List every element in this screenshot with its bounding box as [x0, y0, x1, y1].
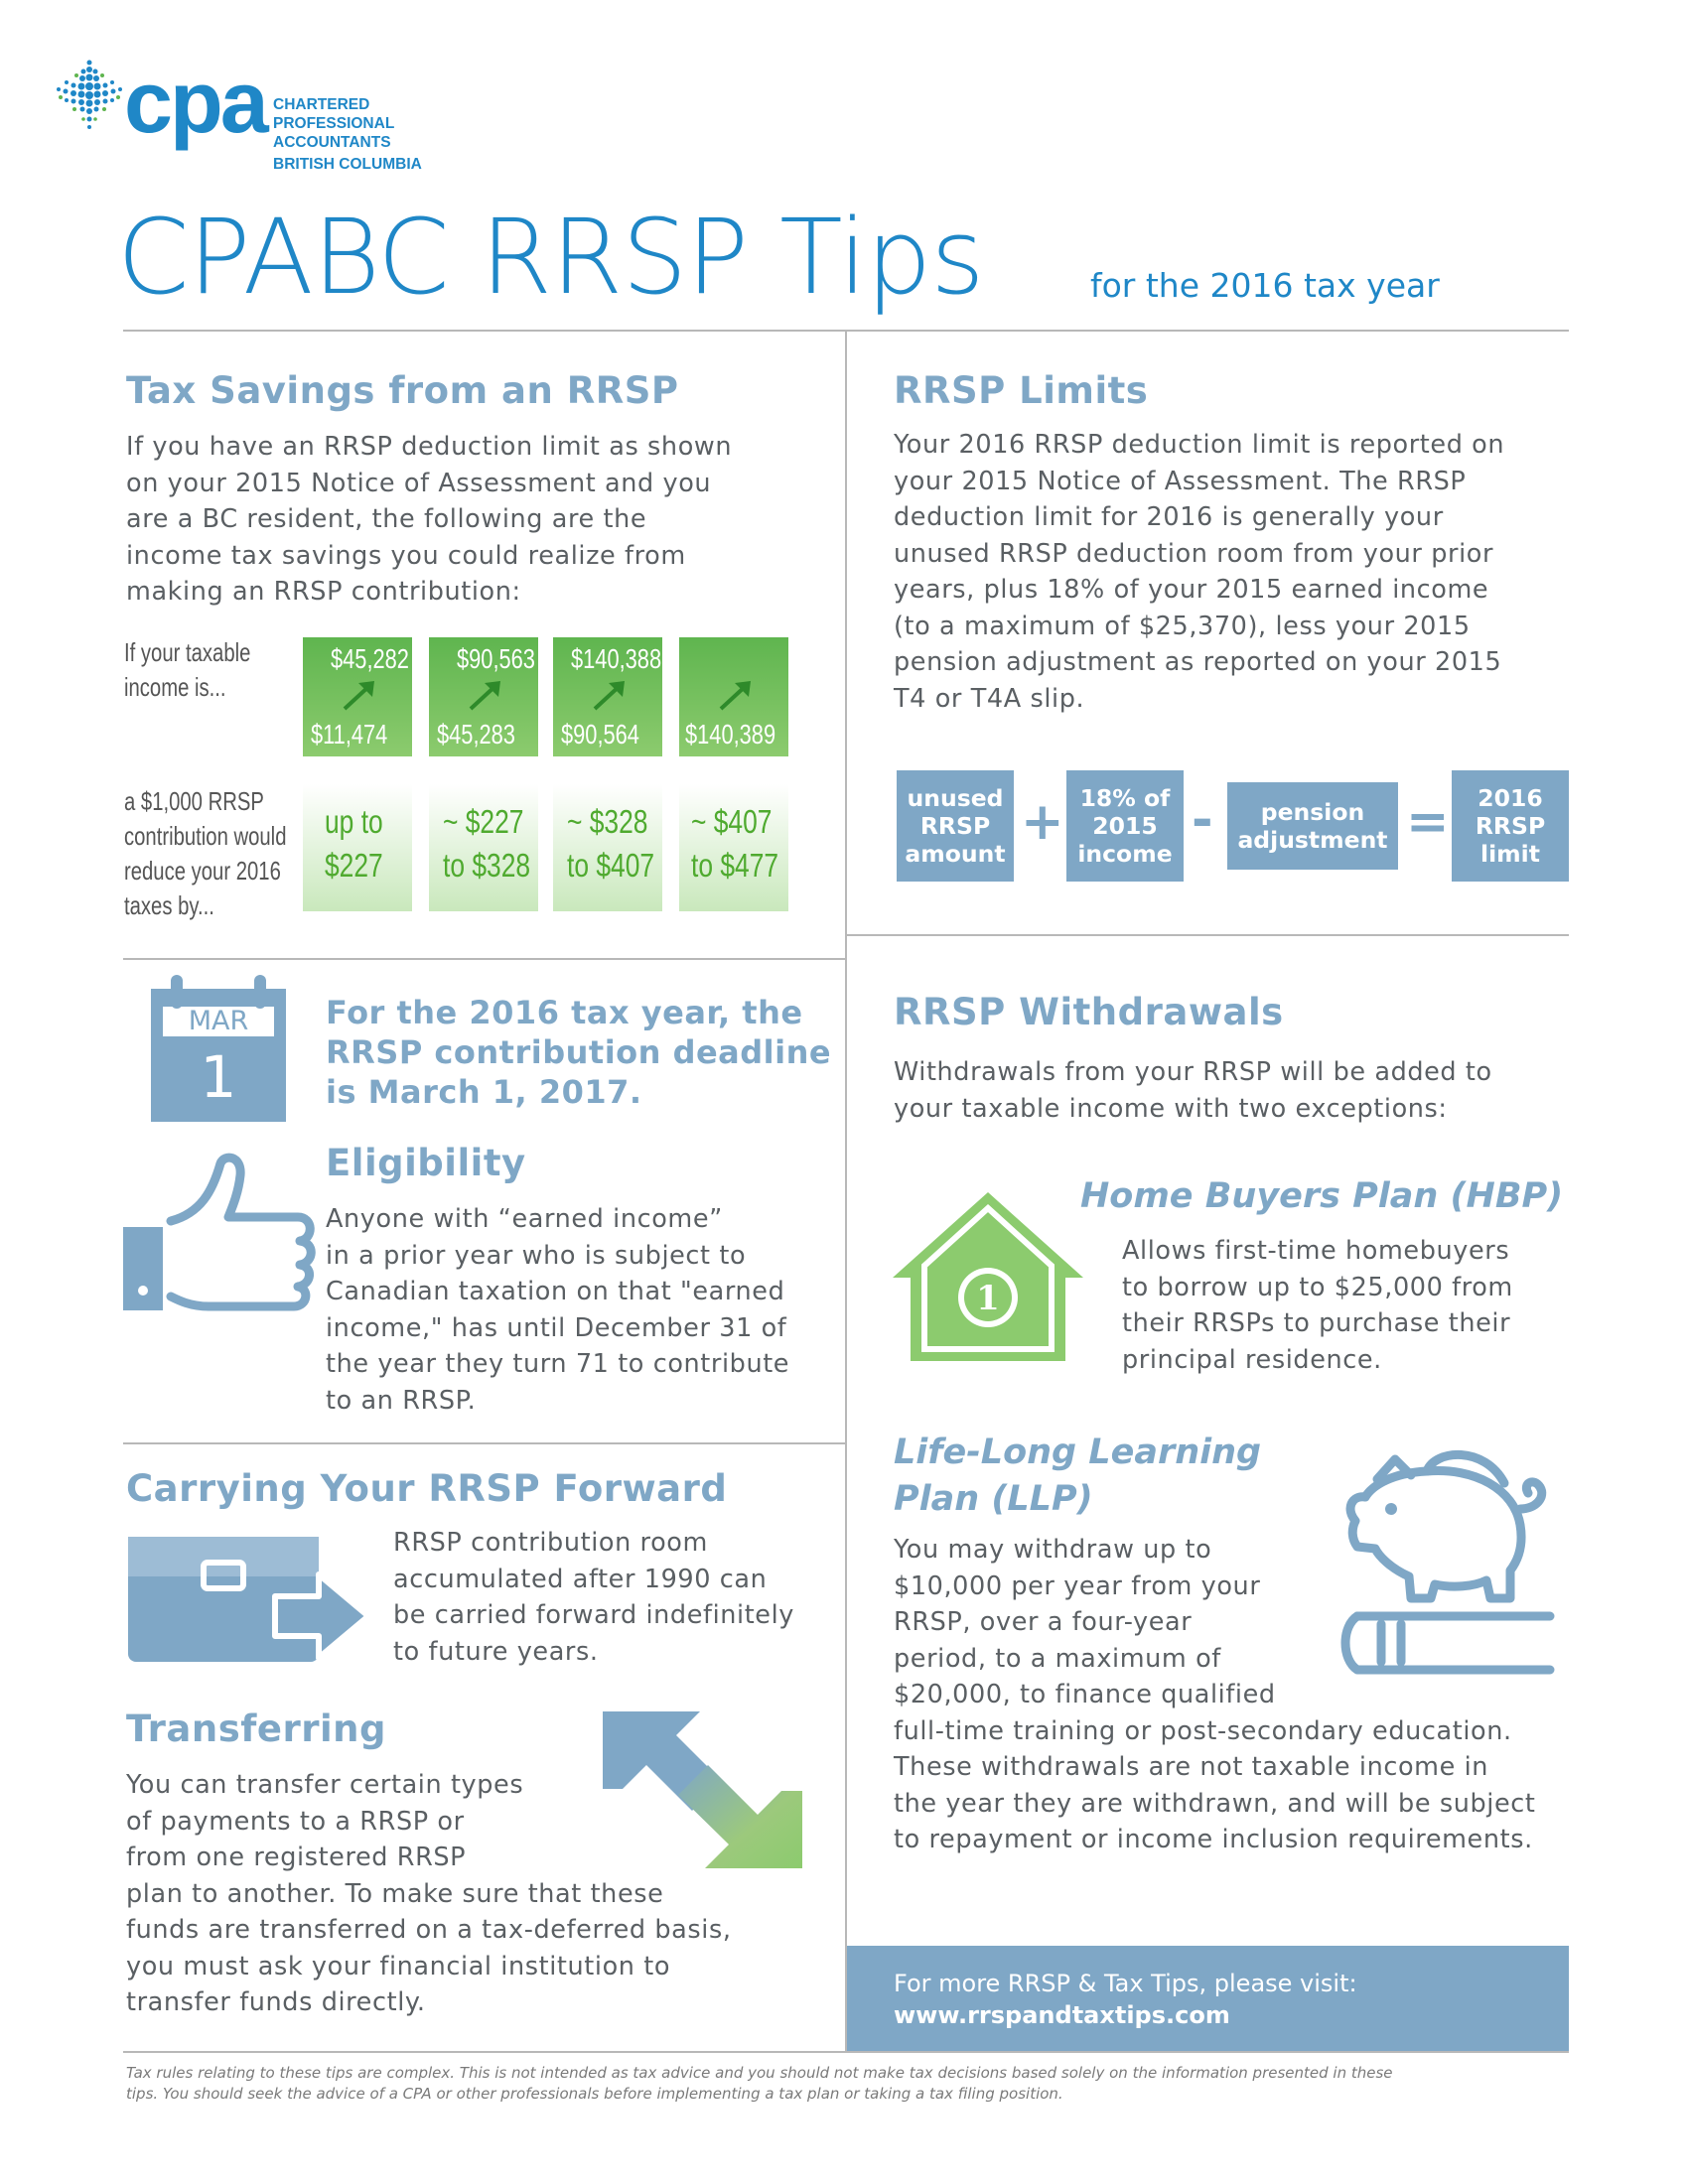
logo-line: BRITISH COLUMBIA: [273, 156, 422, 173]
thumbs-up-icon: [121, 1152, 330, 1315]
text-line: unused RRSP deduction room from your prior: [894, 538, 1494, 569]
plus-operator: +: [1021, 792, 1064, 852]
text-line: income tax savings you could realize from: [126, 540, 686, 571]
text-line: in a prior year who is subject to: [326, 1240, 747, 1271]
text-line: Anyone with “earned income”: [326, 1204, 723, 1234]
text-line: If you have an RRSP deduction limit as shown: [126, 432, 733, 462]
formula-pension-box: [1227, 782, 1398, 870]
transferring-text: [126, 1767, 732, 2021]
text-line: unused: [907, 784, 1004, 812]
eligibility-text: [326, 1201, 789, 1419]
up-arrow-icon: [717, 677, 757, 713]
text-line: to borrow up to $25,000 from: [1122, 1272, 1513, 1302]
calendar-icon: [151, 975, 286, 1122]
text-line: is March 1, 2017.: [326, 1073, 642, 1111]
savings-box: [303, 784, 412, 911]
deadline-text: [326, 993, 831, 1112]
logo-line: PROFESSIONAL: [273, 115, 395, 132]
formula-limit-box: [1452, 770, 1569, 882]
award-number: 1: [976, 1279, 1000, 1318]
equals-operator: =: [1406, 792, 1450, 852]
text-line: $20,000, to finance qualified: [894, 1680, 1276, 1709]
rrsp-limits-text: [894, 427, 1504, 717]
tax-savings-intro: [126, 429, 732, 611]
income-bracket-box: [429, 637, 538, 756]
text-line: tips. You should seek the advice of a CPA or other professionals before implementing a tax plan or taking a tax filing position.: [126, 2085, 1063, 2103]
carry-forward-heading: Carrying Your RRSP Forward: [126, 1467, 728, 1510]
text-line: the year they are withdrawn, and will be subject: [894, 1788, 1536, 1819]
formula-unused-box: [897, 770, 1014, 882]
text-line: 18% of: [1079, 784, 1171, 812]
savings-line1: ~ $227: [443, 803, 524, 840]
text-line: plan to another. To make sure that these: [126, 1878, 664, 1909]
text-line: Withdrawals from your RRSP will be added to: [894, 1057, 1492, 1087]
text-line: adjustment: [1237, 826, 1388, 854]
savings-box: [553, 784, 662, 911]
text-line: You can transfer certain types: [126, 1770, 524, 1800]
text-line: RRSP: [1475, 812, 1546, 840]
text-line: to repayment or income inclusion requirements.: [894, 1825, 1533, 1854]
text-line: of payments to a RRSP or: [126, 1806, 465, 1837]
income-bracket-box: [679, 637, 788, 756]
text-line: Allows first-time homebuyers: [1122, 1236, 1510, 1266]
calendar-month: MAR: [188, 1006, 249, 1036]
bracket-top: $140,388: [571, 643, 662, 674]
calendar-day: 1: [200, 1043, 237, 1111]
text-line: amount: [905, 840, 1006, 868]
withdrawals-heading: RRSP Withdrawals: [894, 991, 1284, 1033]
text-line: For the 2016 tax year, the: [326, 994, 803, 1031]
hbp-text: [1122, 1233, 1513, 1378]
text-line: reduce your 2016: [124, 856, 281, 886]
text-line: transfer funds directly.: [126, 1987, 426, 2017]
maple-leaf-dots-icon: [55, 58, 124, 137]
bracket-bottom: $140,389: [685, 719, 776, 750]
briefcase-arrow-icon: [124, 1531, 372, 1670]
text-line: principal residence.: [1122, 1344, 1382, 1375]
text-line: to an RRSP.: [326, 1385, 477, 1416]
text-line: contribution would: [124, 821, 287, 851]
withdrawals-text: [894, 1054, 1492, 1127]
savings-box: [679, 784, 788, 911]
llp-text: [894, 1532, 1535, 1858]
text-line: their RRSPs to purchase their: [1122, 1308, 1511, 1338]
disclaimer: [126, 2063, 1576, 2105]
cpa-logo: [55, 53, 452, 177]
house-award-icon: [889, 1186, 1087, 1365]
divider: [847, 934, 1569, 936]
income-label: [124, 635, 250, 705]
text-line: income: [1077, 840, 1173, 868]
savings-box: [429, 784, 538, 911]
savings-line1: ~ $407: [691, 803, 773, 840]
text-line: pension adjustment as reported on your 2015: [894, 647, 1502, 677]
up-arrow-icon: [467, 677, 506, 713]
logo-subtitle: [273, 95, 422, 174]
text-line: RRSP contribution deadline: [326, 1033, 832, 1071]
text-line: RRSP contribution room: [393, 1528, 708, 1558]
text-line: accumulated after 1990 can: [393, 1564, 768, 1594]
text-line: T4 or T4A slip.: [894, 683, 1085, 714]
text-line: taxes by...: [124, 890, 214, 920]
text-line: Plan (LLP): [894, 1479, 1093, 1519]
column-divider: [845, 330, 847, 2052]
logo-line: CHARTERED: [273, 96, 370, 113]
text-line: (to a maximum of $25,370), less your 2015: [894, 611, 1471, 641]
savings-line2: to $407: [567, 847, 655, 884]
bracket-top: $90,563: [457, 643, 535, 674]
rrsp-limits-heading: RRSP Limits: [894, 369, 1149, 412]
savings-line2: to $328: [443, 847, 531, 884]
text-line: limit: [1480, 840, 1540, 868]
savings-line2: to $477: [691, 847, 779, 884]
transferring-heading: Transferring: [126, 1707, 386, 1750]
text-line: 2016: [1477, 784, 1543, 812]
text-line: years, plus 18% of your 2015 earned income: [894, 575, 1489, 605]
bracket-top: $45,282: [331, 643, 409, 674]
page-title: CPABC RRSP Tips: [117, 197, 984, 318]
hbp-heading: Home Buyers Plan (HBP): [1080, 1176, 1564, 1216]
text-line: deduction limit for 2016 is generally your: [894, 502, 1444, 532]
text-line: funds are transferred on a tax-deferred basis,: [126, 1915, 732, 1945]
text-line: Your 2016 RRSP deduction limit is reported on: [894, 430, 1505, 460]
page-subtitle: for the 2016 tax year: [1090, 266, 1440, 305]
bracket-bottom: $90,564: [561, 719, 639, 750]
text-line: full-time training or post-secondary education.: [894, 1715, 1512, 1746]
text-line: the year they turn 71 to contribute: [326, 1349, 790, 1379]
text-line: on your 2015 Notice of Assessment and you: [126, 468, 712, 498]
more-info-text: For more RRSP & Tax Tips, please visit:: [894, 1970, 1357, 1997]
text-line: 2015: [1092, 812, 1158, 840]
text-line: These withdrawals are not taxable income in: [894, 1752, 1489, 1782]
bracket-bottom: $45,283: [437, 719, 515, 750]
text-line: are a BC resident, the following are the: [126, 504, 647, 534]
llp-heading: [894, 1430, 1261, 1523]
eligibility-heading: Eligibility: [326, 1142, 526, 1184]
reduce-label: [124, 784, 286, 923]
savings-line1: ~ $328: [567, 803, 648, 840]
formula-income-box: [1066, 770, 1184, 882]
text-line: to future years.: [393, 1636, 599, 1667]
text-line: Life-Long Learning: [894, 1433, 1262, 1472]
text-line: your taxable income with two exceptions:: [894, 1093, 1448, 1124]
up-arrow-icon: [341, 677, 380, 713]
text-line: $10,000 per year from your: [894, 1570, 1261, 1601]
text-line: from one registered RRSP: [126, 1843, 467, 1872]
logo-line: ACCOUNTANTS: [273, 134, 391, 151]
income-bracket-box: [553, 637, 662, 756]
text-line: period, to a maximum of: [894, 1643, 1221, 1674]
more-info-banner: [847, 1946, 1569, 2051]
text-line: a $1,000 RRSP: [124, 786, 264, 816]
tax-savings-heading: Tax Savings from an RRSP: [126, 369, 679, 412]
text-line: making an RRSP contribution:: [126, 577, 521, 607]
text-line: be carried forward indefinitely: [393, 1600, 794, 1630]
savings-line2: $227: [325, 847, 383, 884]
minus-operator: -: [1192, 790, 1213, 850]
divider: [123, 1442, 846, 1444]
carry-forward-text: [393, 1525, 794, 1670]
up-arrow-icon: [591, 677, 631, 713]
divider: [123, 958, 846, 960]
bracket-bottom: $11,474: [311, 719, 388, 750]
text-line: Tax rules relating to these tips are complex. This is not intended as tax advice and you should not make tax decisions based solely on the information presented in these: [126, 2064, 1393, 2082]
text-line: If your taxable: [124, 637, 251, 667]
text-line: your 2015 Notice of Assessment. The RRSP: [894, 466, 1467, 496]
logo-wordmark: cpa: [124, 53, 266, 151]
website-link[interactable]: www.rrspandtaxtips.com: [894, 2001, 1230, 2029]
text-line: Canadian taxation on that "earned: [326, 1277, 785, 1306]
bottom-divider: [123, 2051, 1569, 2053]
text-line: income is...: [124, 672, 226, 702]
text-line: pension: [1260, 798, 1365, 826]
savings-line1: up to: [325, 803, 383, 840]
text-line: income," has until December 31 of: [326, 1312, 787, 1343]
text-line: RRSP, over a four-year: [894, 1607, 1193, 1637]
text-line: RRSP: [919, 812, 991, 840]
income-bracket-box: [303, 637, 412, 756]
text-line: You may withdraw up to: [894, 1535, 1212, 1565]
text-line: you must ask your financial institution to: [126, 1951, 671, 1981]
